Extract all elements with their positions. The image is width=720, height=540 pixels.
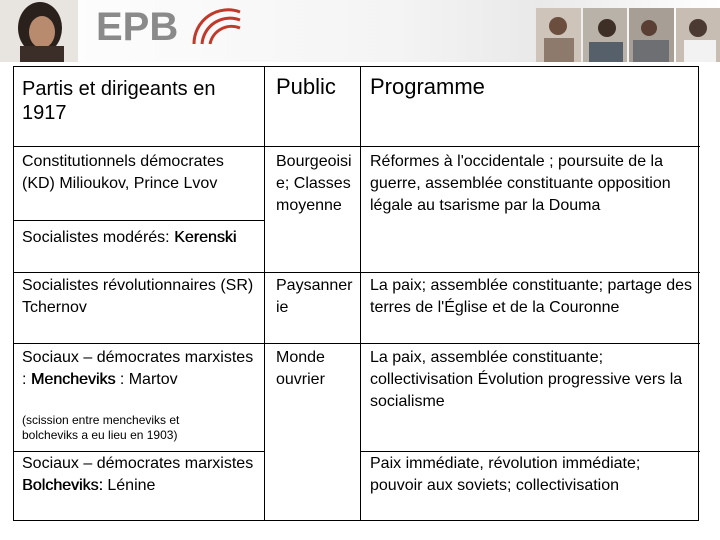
scission-note: (scission entre mencheviks et bolcheviks a eu lieu en 1903)	[22, 413, 180, 442]
epb-logo	[94, 4, 244, 46]
party-prefix: Socialistes modérés:	[22, 229, 175, 246]
programme-mencheviks: La paix, assemblée constituante; collectivisation Évolution progressive vers la socialisme	[370, 349, 683, 410]
header-photo	[629, 8, 674, 62]
column-divider	[360, 67, 361, 520]
party-sr: Socialistes révolutionnaires (SR) Tchernov	[22, 277, 254, 316]
row-divider	[14, 220, 264, 221]
header-photo-strip	[536, 8, 720, 62]
public-sr: Paysannerie	[276, 277, 353, 316]
row-divider	[360, 451, 700, 452]
column-divider	[264, 67, 265, 520]
header-parties: Partis et dirigeants en 1917	[22, 78, 216, 124]
programme-kd-moderes: Réformes à l'occidentale ; poursuite de la guerre, assemblée constituante opposition légale au tsarisme par la Douma	[370, 153, 671, 214]
row-divider	[14, 343, 700, 344]
party-prefix: Sociaux – démocrates marxistes	[22, 455, 254, 472]
party-bolcheviks	[22, 453, 260, 497]
party-suffix: : Martov	[115, 371, 178, 388]
header-public: Public	[276, 74, 336, 99]
header-banner	[0, 0, 720, 62]
public-sd: Monde ouvrier	[276, 349, 325, 388]
portrait-photo	[0, 0, 78, 62]
party-suffix: Lénine	[102, 477, 156, 494]
party-leader: Mencheviks	[30, 371, 116, 388]
party-prefix: Sociaux – démocrates marxistes :	[22, 349, 254, 388]
header-photo	[676, 8, 720, 62]
party-kd: Constitutionnels démocrates (KD) Milioukov, Prince Lvov	[22, 153, 224, 192]
logo-text: EPB	[96, 5, 179, 46]
public-kd-moderes: Bourgeoisie; Classes moyenne	[276, 153, 352, 214]
header-photo	[536, 8, 581, 62]
row-divider	[14, 451, 264, 452]
programme-sr: La paix; assemblée constituante; partage des terres de l'Église et de la Couronne	[370, 277, 692, 316]
programme-bolcheviks: Paix immédiate, révolution immédiate; pouvoir aux soviets; collectivisation	[370, 455, 641, 494]
row-divider	[14, 146, 700, 147]
row-divider	[14, 272, 700, 273]
party-leader: Bolcheviks:	[22, 477, 103, 494]
party-mencheviks	[22, 347, 260, 391]
header-photo	[583, 8, 628, 62]
parties-table	[13, 66, 699, 521]
party-moderes	[22, 227, 260, 249]
party-leader: Kerenski	[174, 229, 237, 246]
header-programme: Programme	[370, 74, 485, 99]
